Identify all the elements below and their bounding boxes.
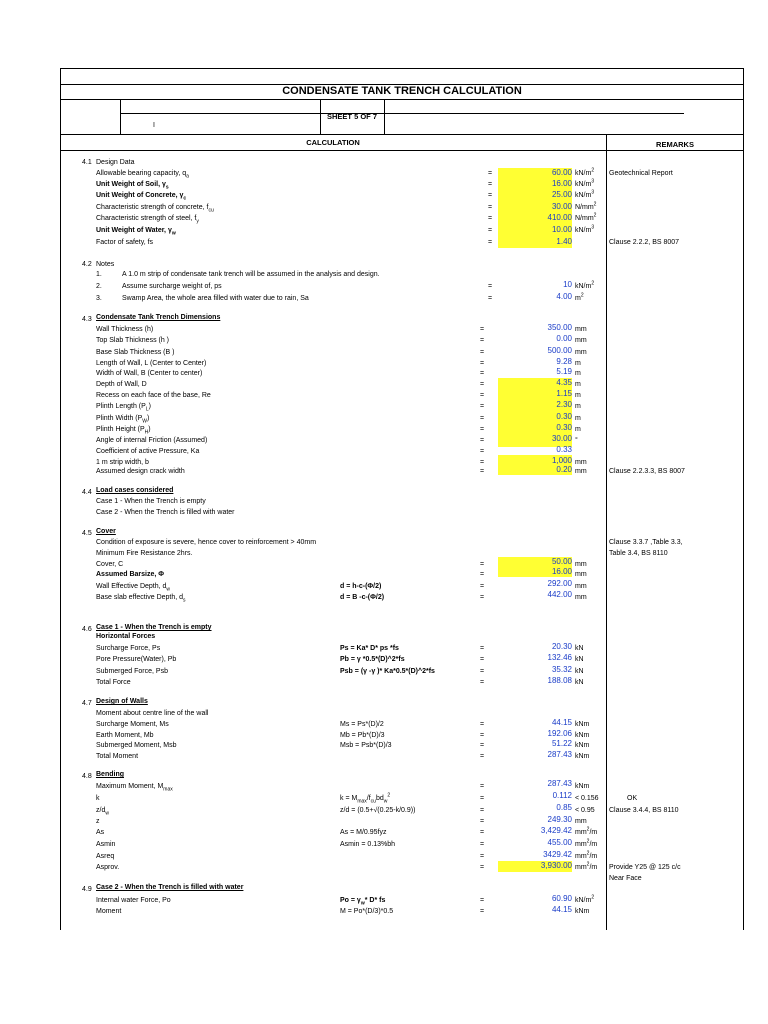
section-number: 4.2 — [82, 261, 92, 268]
section-title: Case 2 - When the Trench is filled with water — [96, 884, 244, 891]
row-value: 16.00 — [551, 567, 572, 576]
row-unit: $m^2$ — [575, 292, 584, 302]
row-equals: = — [480, 818, 485, 825]
row-equals: = — [480, 753, 485, 760]
header-rule — [60, 134, 744, 135]
note-text: Swamp Area, the whole area filled with water due to rain, Sa — [122, 295, 309, 302]
row-label: $z/d_w$ — [96, 807, 109, 817]
row-formula: d = B -c-(Φ/2) — [340, 594, 385, 601]
row-value: 5.19 — [556, 367, 572, 376]
row-label: Asmin — [96, 841, 116, 848]
sheet-number: SHEET 5 OF 7 — [326, 112, 377, 121]
row-label: Wall Effective Depth, $d_w$ — [96, 583, 171, 593]
row-unit: $kN/m^3$ — [575, 189, 595, 199]
section-subtitle: Horizontal Forces — [96, 633, 156, 640]
section-number: 4.9 — [82, 886, 92, 893]
remarks-header: REMARKS — [656, 140, 694, 149]
section-title: Design Data — [96, 159, 135, 166]
row-value: 30.00 — [551, 434, 572, 443]
row-value: 16.00 — [551, 179, 572, 188]
row-equals: = — [480, 795, 485, 802]
frame-top — [60, 68, 744, 69]
row-unit: mm — [575, 818, 587, 825]
row-equals: = — [480, 459, 485, 466]
header-divider-3 — [384, 99, 385, 134]
row-label: Characteristic strength of concrete, $f_{cu}$ — [96, 204, 214, 214]
header-mark: I — [153, 122, 155, 129]
row-formula: M = Po*(D/3)*0.5 — [340, 908, 394, 915]
row-value: 0.33 — [556, 445, 572, 454]
row-value: 0.30 — [556, 423, 572, 432]
row-label: Allowable bearing capacity, $q_a$ — [96, 170, 189, 180]
row-value: 287.43 — [547, 750, 572, 759]
row-formula: As = M/0.95fyz — [340, 829, 387, 836]
row-label: Unit Weight of Water, $\gamma_w$ — [96, 227, 176, 237]
row-remark: OK — [627, 795, 638, 802]
cover-note-1: Condition of exposure is severe, hence cover to reinforcement > 40mm — [96, 539, 317, 546]
row-unit: mm — [575, 326, 587, 333]
row-unit: kNm — [575, 732, 590, 739]
sheet-mid-rule — [120, 113, 684, 114]
frame-left — [60, 68, 61, 930]
row-label: Assumed Barsize, Φ — [96, 571, 164, 578]
row-equals: = — [480, 908, 485, 915]
load-case-1: Case 1 - When the Trench is empty — [96, 498, 206, 505]
row-value: 10 — [563, 280, 572, 289]
row-unit: m — [575, 370, 581, 377]
section-subtitle: Moment about centre line of the wall — [96, 710, 209, 717]
row-unit: $kN/m^2$ — [575, 280, 595, 290]
row-value: 44.15 — [551, 718, 572, 727]
row-formula: Msb = Psb*(D)/3 — [340, 742, 392, 749]
title-bottom-rule — [60, 99, 744, 100]
row-value: 10.00 — [551, 225, 572, 234]
row-value: 3,429.42 — [540, 826, 572, 835]
row-equals: = — [488, 239, 493, 246]
row-label: Plinth Height $(P_H)$ — [96, 426, 151, 436]
row-label: 1 m strip width, b — [96, 459, 149, 466]
row-equals: = — [480, 360, 485, 367]
row-value: 188.08 — [547, 676, 572, 685]
row-remark: Table 3.4, BS 8110 — [609, 550, 668, 557]
row-value: 455.00 — [547, 838, 572, 847]
row-unit: kN — [575, 656, 584, 663]
row-value: 0.112 — [552, 791, 572, 800]
row-label: Depth of Wall, D — [96, 381, 147, 388]
row-label: Submerged Force, Psb — [96, 668, 168, 675]
row-equals: = — [480, 668, 485, 675]
remarks-divider — [606, 134, 607, 930]
row-unit: $kN/m^3$ — [575, 178, 595, 188]
row-equals: = — [480, 571, 485, 578]
row-label: Recess on each face of the base, Re — [96, 392, 211, 399]
row-label: Base Slab Thickness (B ) — [96, 349, 175, 356]
row-equals: = — [480, 370, 485, 377]
row-unit: kN — [575, 679, 584, 686]
row-label: Factor of safety, fs — [96, 239, 154, 246]
row-remark: Clause 3.4.4, BS 8110 — [609, 807, 679, 814]
row-equals: = — [488, 181, 493, 188]
row-value: 4.00 — [556, 292, 572, 301]
row-unit: $N/mm^2$ — [575, 212, 597, 222]
row-value: 51.22 — [551, 739, 572, 748]
section-title: Case 1 - When the Trench is empty — [96, 624, 212, 631]
row-formula: Mb = Pb*(D)/3 — [340, 732, 385, 739]
row-remark: Provide Y25 @ 125 c/c — [609, 864, 681, 871]
row-unit: kNm — [575, 721, 590, 728]
row-unit: kNm — [575, 753, 590, 760]
row-equals: = — [480, 415, 485, 422]
section-number: 4.4 — [82, 489, 92, 496]
row-label: Unit Weight of Concrete, $\gamma_c$ — [96, 192, 187, 202]
column-header-rule — [60, 150, 744, 151]
row-equals: = — [480, 841, 485, 848]
row-value: 25.00 — [551, 190, 572, 199]
row-equals: = — [488, 204, 493, 211]
row-value: 9.28 — [556, 357, 572, 366]
row-label: Characteristic strength of steel, $f_y$ — [96, 215, 199, 225]
row-value: 20.30 — [551, 642, 572, 651]
row-unit: kN — [575, 645, 584, 652]
row-equals: = — [480, 853, 485, 860]
section-number: 4.5 — [82, 530, 92, 537]
row-unit: mm — [575, 561, 587, 568]
row-formula: z/d = (0.5+√(0.25-k/0.9)) — [340, 807, 416, 814]
row-formula: Psb = (γ -γ )* Ka*0.5*(D)^2*fs — [340, 668, 435, 675]
row-unit: kNm — [575, 742, 590, 749]
row-equals: = — [480, 437, 485, 444]
row-unit: ° — [575, 437, 578, 444]
row-unit: mm — [575, 337, 587, 344]
section-title: Design of Walls — [96, 698, 148, 705]
row-formula: $k = M_{max}/f_{cu}bd_w^2$ — [340, 792, 391, 805]
row-remark: Clause 2.2.3.3, BS 8007 — [609, 468, 685, 475]
row-unit: m — [575, 360, 581, 367]
section-title: Load cases considered — [96, 487, 174, 494]
row-label: Plinth Width $(P_W)$ — [96, 415, 150, 425]
row-equals: = — [480, 732, 485, 739]
row-value: 50.00 — [551, 557, 572, 566]
row-label: z — [96, 818, 100, 825]
row-value: 3,930.00 — [540, 861, 572, 870]
row-equals: = — [480, 381, 485, 388]
row-unit: mm — [575, 468, 587, 475]
row-unit: kNm — [575, 783, 590, 790]
row-equals: = — [488, 283, 493, 290]
row-label: Submerged Moment, Msb — [96, 742, 177, 749]
row-formula: d = h-c-(Φ/2) — [340, 583, 382, 590]
row-unit: $kN/m^2$ — [575, 894, 595, 904]
note-number: 3. — [96, 295, 102, 302]
section-title: Bending — [96, 771, 124, 778]
row-remark: Clause 2.2.2, BS 8007 — [609, 239, 680, 246]
note-text: Assume surcharge weight of, ps — [122, 283, 222, 290]
row-equals: = — [480, 864, 485, 871]
row-label: Pore Pressure(Water), Pb — [96, 656, 177, 663]
page-title: CONDENSATE TANK TRENCH CALCULATION — [282, 85, 522, 97]
row-label: Cover, C — [96, 561, 124, 568]
row-label: Surcharge Moment, Ms — [96, 721, 169, 728]
row-formula: Pb = γ *0.5*(D)^2*fs — [340, 656, 405, 663]
row-unit: mm — [575, 459, 587, 466]
row-equals: = — [480, 679, 485, 686]
section-number: 4.6 — [82, 626, 92, 633]
row-unit: $mm^2/m$ — [575, 850, 598, 860]
row-equals: = — [480, 403, 485, 410]
row-unit: mm — [575, 594, 587, 601]
row-unit: m — [575, 381, 581, 388]
row-label: Total Force — [96, 679, 131, 686]
row-unit: mm — [575, 571, 587, 578]
row-label: Total Moment — [96, 753, 139, 760]
row-equals: = — [480, 326, 485, 333]
row-unit: m — [575, 403, 581, 410]
row-unit: < 0.156 — [575, 795, 599, 802]
row-equals: = — [480, 645, 485, 652]
row-label: Wall Thickness (h) — [96, 326, 154, 333]
row-value: 442.00 — [547, 590, 572, 599]
row-unit: m — [575, 392, 581, 399]
row-equals: = — [480, 349, 485, 356]
row-equals: = — [480, 742, 485, 749]
row-equals: = — [488, 170, 493, 177]
row-value: 192.06 — [547, 729, 572, 738]
row-label: As — [96, 829, 105, 836]
row-equals: = — [488, 215, 493, 222]
load-case-2: Case 2 - When the Trench is filled with water — [96, 509, 235, 516]
row-equals: = — [480, 656, 485, 663]
row-label: k — [96, 795, 100, 802]
row-value: 1.40 — [556, 237, 572, 246]
row-equals: = — [480, 448, 485, 455]
header-divider-1 — [120, 99, 121, 134]
row-unit: mm — [575, 583, 587, 590]
row-value: 1.15 — [556, 389, 572, 398]
section-title: Cover — [96, 528, 116, 535]
row-equals: = — [480, 583, 485, 590]
row-value: 0.85 — [556, 803, 572, 812]
row-unit: $mm^2/m$ — [575, 826, 598, 836]
row-unit: < 0.95 — [575, 807, 595, 814]
row-label: Surcharge Force, Ps — [96, 645, 161, 652]
row-unit: $mm^2/m$ — [575, 861, 598, 871]
row-label: Coefficient of active Pressure, Ka — [96, 448, 200, 455]
row-label: Moment — [96, 908, 122, 915]
row-value: 249.30 — [547, 815, 572, 824]
row-label: Assumed design crack width — [96, 468, 185, 475]
note-text: A 1.0 m strip of condensate tank trench will be assumed in the analysis and design. — [122, 271, 380, 278]
row-label: Earth Moment, Mb — [96, 732, 154, 739]
row-formula: Asmin = 0.13%bh — [340, 841, 396, 848]
section-number: 4.7 — [82, 700, 92, 707]
row-unit: $N/mm^2$ — [575, 201, 597, 211]
row-label: Internal water Force, Po — [96, 897, 171, 904]
row-equals: = — [480, 807, 485, 814]
row-unit: m — [575, 415, 581, 422]
row-value: 4.35 — [556, 378, 572, 387]
row-label: Angle of internal Friction (Assumed) — [96, 437, 208, 444]
row-equals: = — [480, 594, 485, 601]
row-label: Width of Wall, B (Center to center) — [96, 370, 203, 377]
calculation-sheet — [60, 68, 744, 930]
row-value: 500.00 — [547, 346, 572, 355]
row-equals: = — [480, 392, 485, 399]
section-number: 4.8 — [82, 773, 92, 780]
frame-right — [743, 68, 744, 930]
row-label: Unit Weight of Soil, $\gamma_s$ — [96, 181, 169, 191]
row-value: 60.00 — [551, 168, 572, 177]
row-equals: = — [480, 337, 485, 344]
row-unit: $kN/m^2$ — [575, 167, 595, 177]
row-unit: $kN/m^3$ — [575, 224, 595, 234]
row-formula: Ps = Ka* D* ps *fs — [340, 645, 399, 652]
row-unit: kN — [575, 668, 584, 675]
row-value: 132.46 — [547, 653, 572, 662]
row-remark: Clause 3.3.7 ,Table 3.3, — [609, 539, 683, 546]
calculation-header: CALCULATION — [306, 138, 360, 147]
row-value: 1,000 — [551, 456, 572, 465]
row-value: 35.32 — [551, 665, 572, 674]
row-formula: $Po = \gamma_w*$ D* fs — [340, 897, 386, 907]
row-value: 350.00 — [547, 323, 572, 332]
row-remark: Geotechnical Report — [609, 170, 673, 177]
row-value: 410.00 — [547, 213, 572, 222]
row-formula: Ms = Ps*(D)/2 — [340, 721, 384, 728]
row-label: Plinth Length $(P_L)$ — [96, 403, 151, 413]
row-value: 60.90 — [551, 894, 572, 903]
row-value: 292.00 — [547, 579, 572, 588]
row-unit: $mm^2/m$ — [575, 838, 598, 848]
note-number: 2. — [96, 283, 102, 290]
row-equals: = — [488, 227, 493, 234]
row-equals: = — [480, 783, 485, 790]
row-equals: = — [480, 721, 485, 728]
row-label: Length of Wall, L (Center to Center) — [96, 360, 207, 367]
row-value: 0.00 — [556, 334, 572, 343]
section-number: 4.1 — [82, 159, 92, 166]
section-title: Notes — [96, 261, 115, 268]
row-equals: = — [480, 897, 485, 904]
row-value: 0.20 — [556, 465, 572, 474]
row-unit: kNm — [575, 908, 590, 915]
row-value: 2.30 — [556, 400, 572, 409]
note-number: 1. — [96, 271, 102, 278]
row-label: Top Slab Thickness (h ) — [96, 337, 170, 344]
row-unit: m — [575, 426, 581, 433]
row-label: Base slab effective Depth, $d_s$ — [96, 594, 186, 604]
row-label: Asprov. — [96, 864, 120, 871]
row-value: 0.30 — [556, 412, 572, 421]
row-equals: = — [480, 561, 485, 568]
section-title: Condensate Tank Trench Dimensions — [96, 314, 221, 321]
row-value: 30.00 — [551, 202, 572, 211]
row-equals: = — [480, 829, 485, 836]
cover-note-2: Minimum Fire Resistance 2hrs. — [96, 550, 193, 557]
row-value: 44.15 — [551, 905, 572, 914]
row-label: Maximum Moment, $M_{max}$ — [96, 783, 173, 793]
row-equals: = — [488, 192, 493, 199]
row-value: 287.43 — [547, 779, 572, 788]
row-equals: = — [480, 426, 485, 433]
row-remark: Near Face — [609, 875, 642, 882]
section-number: 4.3 — [82, 316, 92, 323]
row-label: Asreq — [96, 853, 115, 860]
row-equals: = — [480, 468, 485, 475]
row-unit: mm — [575, 349, 587, 356]
row-value: 3429.42 — [543, 850, 572, 859]
row-equals: = — [488, 295, 493, 302]
